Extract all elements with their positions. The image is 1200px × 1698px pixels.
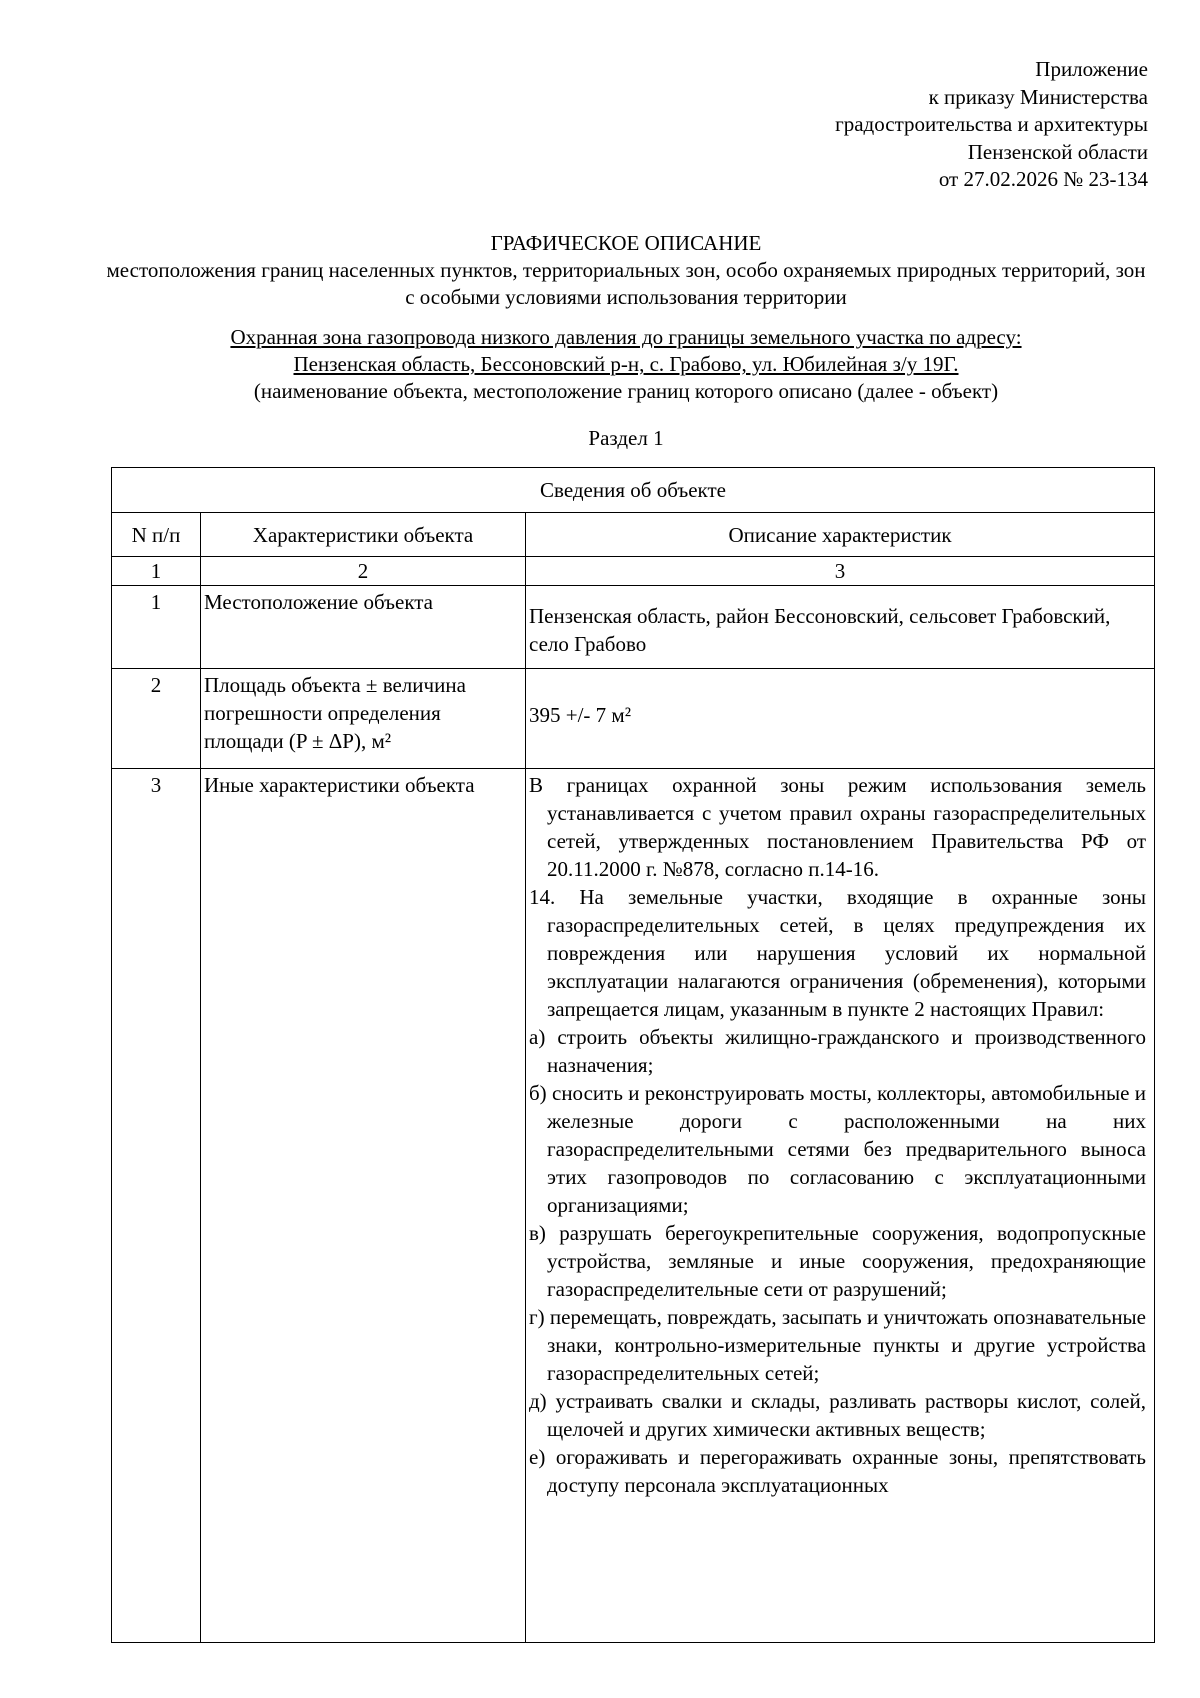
object-note: (наименование объекта, местоположение границ которого описано (далее - объект) xyxy=(253,379,999,403)
appendix-date-number: от 27.02.2026 № 23-134 xyxy=(938,167,1148,191)
column-number: 1 xyxy=(112,557,201,586)
table-row xyxy=(112,769,1155,1643)
restrictions-clause-14: 14. На земельные участки, входящие в охранные зоны газораспределительных сетей, в целях предупреждения их повреждения или нарушения условий их нормальной эксплуатации налагаются ограничения (обременения), которыми запрещается лицам, указанным в пункте 2 настоящих Правил: xyxy=(529,885,1146,1021)
column-header: N п/п xyxy=(112,513,201,557)
row-description xyxy=(526,586,1155,669)
row-number: 1 xyxy=(112,586,201,669)
appendix-line: Приложение xyxy=(1035,57,1148,81)
document-subtitle: местоположения границ населенных пунктов, территориальных зон, особо охраняемых природных территорий, зон с особыми условиями использования территории xyxy=(106,258,1146,309)
restriction-item-g: г) перемещать, повреждать, засыпать и уничтожать опознавательные знаки, контрольно-измерительные пункты и другие устройства газораспределительных сетей; xyxy=(529,1305,1146,1385)
section-title: Раздел 1 xyxy=(588,426,664,450)
row-characteristic: Иные характеристики объекта xyxy=(201,769,526,1643)
appendix-line: к приказу Министерства xyxy=(928,84,1148,109)
column-header: Характеристики объекта xyxy=(201,513,526,557)
appendix-line: Пензенской области xyxy=(967,139,1148,164)
row-description xyxy=(526,669,1155,769)
object-info-table xyxy=(111,467,1155,1643)
restrictions-intro: В границах охранной зоны режим использования земель устанавливается с учетом правил охраны газораспределительных сетей, утвержденных постановлением Правительства РФ от 20.11.2000 г. №878, согласно п.14-16. xyxy=(529,773,1146,881)
restriction-item-v: в) разрушать берегоукрепительные сооружения, водопропускные устройства, земляные и иные сооружения, предохраняющие газораспределительные сети от разрушений; xyxy=(529,1221,1146,1301)
document-heading xyxy=(104,230,1148,311)
table-row xyxy=(112,669,1155,769)
object-name-line: Охранная зона газопровода низкого давления до границы земельного участка по адресу: xyxy=(230,325,1022,349)
column-header: Описание характеристик xyxy=(526,513,1155,557)
row-characteristic: Площадь объекта ± величина погрешности определения площади (P ± ΔP), м² xyxy=(201,669,526,769)
area-value: 395 +/- 7 м² xyxy=(529,703,632,727)
table-row xyxy=(112,586,1155,669)
restriction-item-a: а) строить объекты жилищно-гражданского и производственного назначения; xyxy=(529,1025,1146,1077)
row-number: 3 xyxy=(112,769,201,1643)
row-description xyxy=(526,769,1155,1643)
location-text: Пензенская область, район Бессоновский, сельсовет Грабовский, село Грабово xyxy=(529,604,1111,656)
column-number: 2 xyxy=(201,557,526,586)
appendix-block xyxy=(688,56,1148,194)
object-address-line: Пензенская область, Бессоновский р-н, с. Грабово, ул. Юбилейная з/у 19Г. xyxy=(293,352,959,376)
row-characteristic: Местоположение объекта xyxy=(201,586,526,669)
restriction-item-e: е) огораживать и перегораживать охранные зоны, препятствовать доступу персонала эксплуатационных xyxy=(529,1445,1146,1497)
appendix-line: градостроительства и архитектуры xyxy=(835,112,1148,136)
table-caption: Сведения об объекте xyxy=(112,468,1155,513)
object-name-block xyxy=(104,324,1148,405)
restriction-item-d: д) устраивать свалки и склады, разливать растворы кислот, солей, щелочей и других химически активных веществ; xyxy=(529,1389,1146,1441)
row-number: 2 xyxy=(112,669,201,769)
column-number: 3 xyxy=(526,557,1155,586)
document-title: ГРАФИЧЕСКОЕ ОПИСАНИЕ xyxy=(490,231,762,255)
restriction-item-b: б) сносить и реконструировать мосты, коллекторы, автомобильные и железные дороги с расположенными на них газораспределительными сетями без предварительного выноса этих газопроводов по согласованию с эксплуатационными организациями; xyxy=(529,1081,1146,1217)
